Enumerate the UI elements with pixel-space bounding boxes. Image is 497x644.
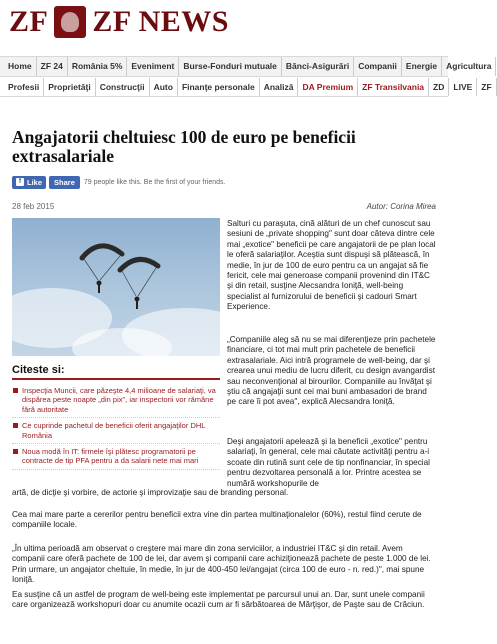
crest-icon	[54, 6, 86, 38]
nav-item-companii[interactable]: Companii	[354, 57, 402, 76]
nav-item-energie[interactable]: Energie	[402, 57, 442, 76]
article-title: Angajatorii cheltuiesc 100 de euro pe beneficii extrasalariale	[12, 127, 356, 166]
related-link[interactable]: Inspecţia Muncii, care păzeşte 4,4 milioane de salariaţi, va dispărea peste noapte „din pix", iar inspectorii vor rămâne fără autoritate	[12, 385, 220, 418]
article-date: 28 feb 2015	[12, 202, 55, 211]
social-count-text: 79 people like this. Be the first of your friends.	[83, 178, 226, 186]
related-divider	[12, 378, 220, 380]
related-link[interactable]: Noua modă în IT: firmele îşi plătesc programatorii pe contracte de tip PFA pentru a da salarii nete mai mari	[12, 446, 220, 470]
primary-nav	[0, 56, 492, 77]
nav-item-eveniment[interactable]: Eveniment	[127, 57, 179, 76]
nav-item-agricultura[interactable]: Agricultura	[442, 57, 496, 76]
nav-item-burse[interactable]: Burse-Fonduri mutuale	[179, 57, 282, 76]
article-paragraph: Cea mai mare parte a cererilor pentru beneficii extra vine din partea multinaţionalelor (60%), restul fiind cerute de companiile locale.	[12, 510, 422, 530]
article-paragraph: „Companiile aleg să nu se mai diferenţieze prin pachetele financiare, ci tot mai mult prin pachetele de beneficii extrasalariale. Aici intră programele de well-being, dar şi crearea unui mediu de lucru diferit, cu design avangardist sau neconvenţional al birourilor. Companiile au învăţat şi ştiu că angajaţii sunt cei mai buni ambasadori de brand pe care îi pot avea", explică Alecsandra Ioniţă.	[227, 335, 436, 407]
social-bar	[12, 175, 226, 189]
logo-left-text: ZF	[9, 5, 49, 38]
nav-item-zf[interactable]: ZF	[477, 78, 496, 96]
article-author[interactable]: Autor: Corina Mirea	[366, 202, 436, 211]
site-logo[interactable]	[9, 4, 229, 40]
article-paragraph: „În ultima perioadă am observat o creştere mai mare din zona serviciilor, a industriei IT&C şi din retail. Avem companii care oferă pachete de 100 de lei, dar avem şi companii care achiziţionează pachete de peste 1.000 de lei. Prin urmare, un angajator cheltuie, în medie, în jur de 400-450 lei/angajat (circa 100 de euro - n. red.)", mai spune Ioniţă.	[12, 544, 431, 585]
nav-item-live[interactable]: LIVE	[449, 78, 477, 96]
nav-item-analiza[interactable]: Analiză	[260, 78, 299, 96]
like-label: Like	[27, 177, 43, 187]
site-header	[0, 0, 448, 46]
nav-item-zd[interactable]: ZD	[429, 78, 449, 96]
article-paragraph: Ea susţine că un astfel de program de well-being este implementat pe parcursul unui an. Dar, sunt unele companii care organizează workshopuri doar cu anumite ocazii cum ar fi sărbătoarea de Mărţişor, de Paşte sau de Crăciun.	[12, 590, 425, 610]
nav-item-zf24[interactable]: ZF 24	[37, 57, 68, 76]
related-heading: Citeste si:	[12, 364, 65, 376]
article-photo	[12, 218, 220, 356]
logo-right-text: ZF NEWS	[92, 5, 229, 38]
parachutes-illustration	[12, 218, 220, 356]
nav-item-constructii[interactable]: Construcţii	[96, 78, 150, 96]
nav-item-zf-transilvania[interactable]: ZF Transilvania	[358, 78, 429, 96]
nav-item-romania5[interactable]: România 5%	[68, 57, 128, 76]
nav-item-home[interactable]: Home	[0, 57, 37, 76]
nav-item-banci[interactable]: Bănci-Asigurări	[282, 57, 354, 76]
secondary-nav	[0, 78, 492, 97]
nav-item-finante[interactable]: Finanţe personale	[178, 78, 260, 96]
facebook-icon: f	[16, 178, 24, 186]
related-link[interactable]: Ce cuprinde pachetul de beneficii oferit angajaţilor DHL România	[12, 420, 220, 444]
nav-item-auto[interactable]: Auto	[150, 78, 178, 96]
nav-item-proprietati[interactable]: Proprietăţi	[44, 78, 96, 96]
share-button[interactable]: Share	[49, 176, 80, 189]
article-paragraph: Salturi cu paraşuta, cină alături de un chef cunoscut sau sesiuni de „private shopping" sunt doar câteva dintre cele mai „exotice" beneficii pe care angajatorii de pe plan local le oferă salariaţilor. Aceştia sunt dispuşi să plătească, în medie, în jur de 100 de euro pentru ca un angajat să fie fericit, cele mai generoase companii provenind din IT&C şi din retail, susţine Alecsandra Ioniţă, well-being specialist al furnizorului de beneficii şi cadouri Smart Experience.	[227, 219, 436, 312]
related-list	[12, 385, 220, 472]
nav-item-profesii[interactable]: Profesii	[0, 78, 44, 96]
article-paragraph: Deşi angajatorii apelează şi la beneficii „exotice" pentru salariaţi, în general, cele mai căutate activităţi pentru a-i scoate din rutină sunt cele de tip nonfinanciar, în special pentru dezvoltarea personală a lor. Printre acestea se numără workshopurile de	[227, 437, 430, 488]
article-paragraph: artă, de dicţie şi vorbire, de actorie şi improvizaţie sau de branding personal.	[12, 488, 289, 497]
like-button[interactable]	[12, 176, 46, 189]
nav-item-da-premium[interactable]: DA Premium	[298, 78, 358, 96]
